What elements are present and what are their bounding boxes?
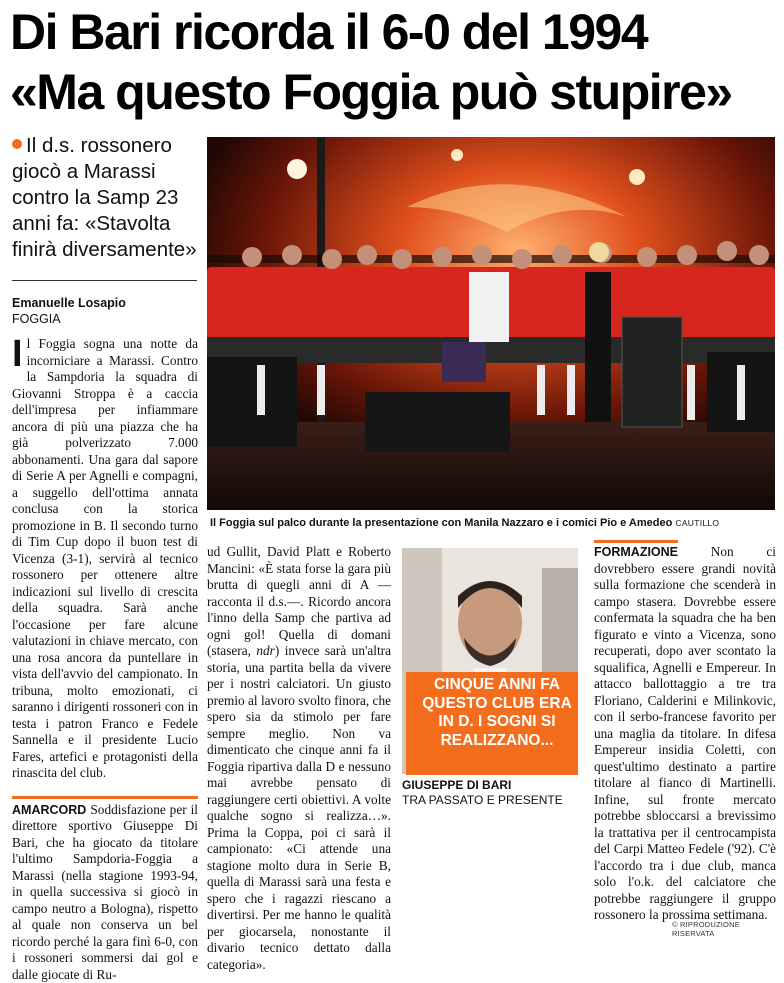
column-2-text-a: ud Gullit, David Platt e Roberto Mancini: «È stata forse la gara più brutta di quegli anni di A —racconta il d.s.—. Ricordo ancora l'inno della Samp che partiva ad ogni gol! Quella di domani (stasera,: [207, 544, 391, 658]
pull-quote: CINQUE ANNI FA QUESTO CLUB ERA IN D. I SOGNI SI REALIZZANO...: [420, 676, 574, 750]
photo-caption: [210, 516, 776, 530]
column-1-text-2: Soddisfazione per il direttore sportivo Giuseppe Di Bari, che ha giocato da titolare l'ultimo Sampdoria-Foggia a Marassi (nella stagione 1993-94, in quella successiva si giocò in campo neutro a Bologna), rispetto al quale non conserva un bel ricordo perché la gara finì 6-0, con i rossoneri sommersi dai gol e dalle giocate di Ru-: [12, 802, 198, 982]
article-column-1: [12, 336, 198, 983]
byline: [12, 280, 197, 327]
caption-text: Il Foggia sul palco durante la presentazione con Manila Nazzaro e i comici Pio e Amedeo: [210, 517, 672, 529]
lead-summary: [12, 133, 197, 263]
portrait-name: GIUSEPPE DI BARI: [402, 778, 511, 792]
ndr-note: ndr: [256, 643, 274, 658]
article-column-3: [594, 544, 776, 924]
lead-text: Il d.s. rossonero giocò a Marassi contro la Samp 23 anni fa: «Stavolta finirà diversamente»: [12, 134, 197, 261]
column-1-text: l Foggia sogna una notte da incorniciare a Marassi. Contro la Sampdoria la squadra di Giovanni Stroppa è a caccia dell'impresa per infiammare ancora di più una piazza che ha già polverizzato 7.000 abbonamenti. Una gara dal sapore di Serie A per Agnelli e compagni, a suggello dell'ottima annata conclusa con la storica promozione in B. Il secondo turno di Tim Cup dopo il buon test di Vicenza (3-1), servirà al tecnico rossonero per ottenere altre indicazioni sul livello di crescita della squadra. Sarà anche l'occasione per fare alcune valutazioni in chiave mercato, con una rosa ancora da puntellare in vista dell'avvio del campionato. In tribuna, molto emozionati, ci saranno i dirigenti rossoneri con in testa i patron Franco e Fedele Sannella e il presidente Lucio Fares, artefici e protagonisti della rinascita del club.: [12, 336, 198, 780]
kicker-amarcord: [12, 796, 198, 983]
team-presentation-photo: [207, 137, 775, 510]
headline: [10, 2, 780, 122]
copyright-note: © RIPRODUZIONE RISERVATA: [672, 920, 784, 938]
kicker-formazione: FORMAZIONE: [594, 540, 678, 559]
author-name: Emanuelle Losapio: [12, 295, 197, 311]
photo-credit: CAUTILLO: [675, 518, 719, 528]
column-3-text: Non ci dovrebbero essere grandi novità sulla formazione che scenderà in campo stasera. Dovrebbe essere confermata la squadra che ha ben figurato e vinto a Vicenza, sono recuperati, dopo aver scontato la squalifica, Agnelli e Empereur. In attacco ballottaggio a tre tra Floriano, Calderini e Milinkovic, con il serbo-francese favorito per una maglia da titolare. In difesa Empereur insidia Coletti, con quest'ultimo destinato a partire titolare al fianco di Martinelli. Infine, sul fronte mercato potrebbe sbloccarsi a brevissimo la trattativa per il centrocampista del Carpi Matteo Fedele ('92). C'è l'accordo tra i due club, manca solo l'o.k. del calciatore che potrebbe raggiungere il gruppo rossonero la prossima settimana.: [594, 544, 776, 922]
portrait-role: TRA PASSATO E PRESENTE: [402, 793, 563, 807]
article-column-2: [207, 544, 391, 973]
dropcap: I: [12, 337, 23, 371]
headline-line-2: «Ma questo Foggia può stupire»: [10, 62, 780, 122]
headline-line-1: Di Bari ricorda il 6-0 del 1994: [10, 2, 780, 62]
stage-photo-illustration: [207, 137, 775, 510]
dateline: FOGGIA: [12, 311, 197, 327]
kicker-amarcord-label: AMARCORD: [12, 803, 86, 817]
column-2-text-b: ) invece sarà un'altra storia, una partita bella da vivere per i nostri calciatori. Un giusto premio al lavoro svolto finora, che spero sia da stimolo per fare sempre meglio. Non va dimenticato che cinque anni fa il Foggia ripartiva dalla D e nessuno mai avrebbe pensato di raggiungere certi obiettivi. A volte qualche sogno si realizza…». Prima la Coppa, poi ci sarà il campionato: «Ci attende una stagione molto dura in Serie B, quella di Marassi sarà una festa e spero che i ragazzi riescano a divertirsi. Per me hanno le qualità per giocarsela, nonostante il divario tecnico dettato dalla categoria».: [207, 643, 391, 972]
bullet-dot-icon: [12, 139, 22, 149]
